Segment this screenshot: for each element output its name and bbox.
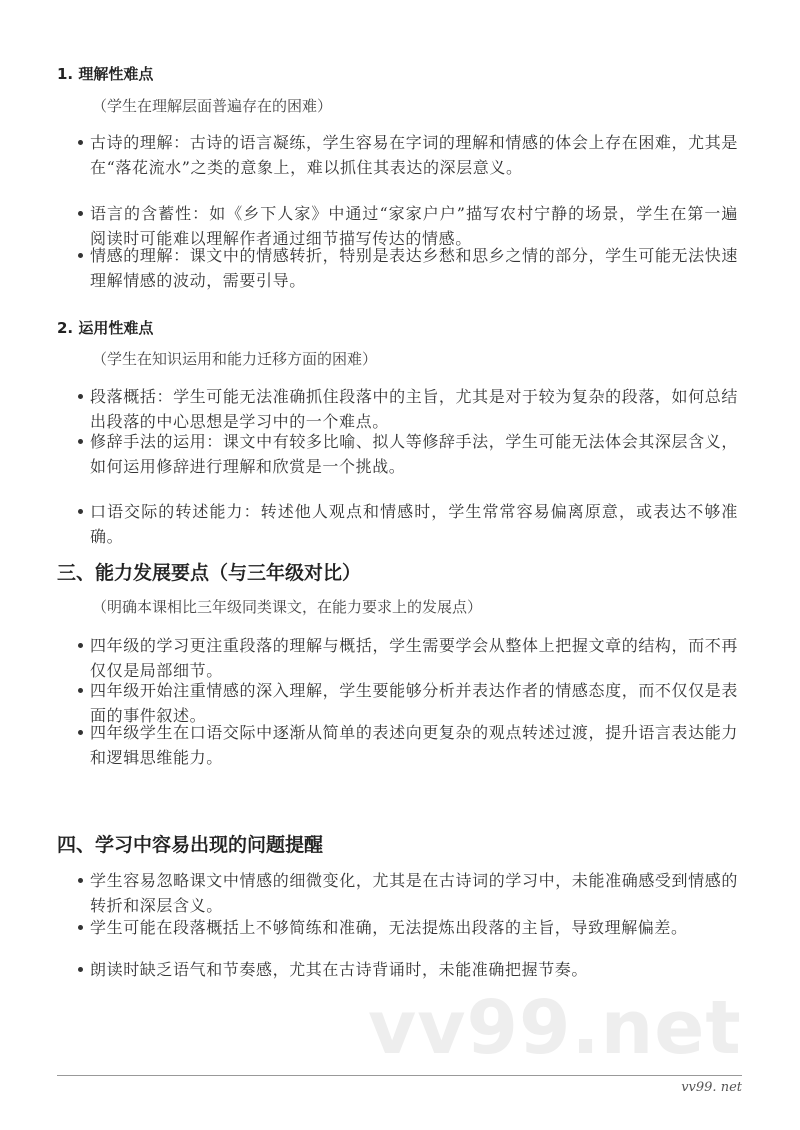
chapter-heading: 三、能力发展要点（与三年级对比） [57, 562, 362, 584]
list-item: 段落概括：学生可能无法准确抓住段落中的主旨，尤其是对于较为复杂的段落，如何总结出段落的中心思想是学习中的一个难点。 [78, 384, 738, 434]
bullet-icon [78, 878, 83, 883]
list-item: 情感的理解：课文中的情感转折，特别是表达乡愁和思乡之情的部分，学生可能无法快速理解情感的波动，需要引导。 [78, 243, 738, 293]
bullet-icon [78, 140, 83, 145]
list-item: 口语交际的转述能力：转述他人观点和情感时，学生常常容易偏离原意，或表达不够准确。 [78, 499, 738, 549]
section-subtitle: （学生在知识运用和能力迁移方面的困难） [92, 350, 378, 368]
watermark: vv99.net [368, 985, 742, 1071]
bullet-icon [78, 509, 83, 514]
chapter-heading: 四、学习中容易出现的问题提醒 [57, 834, 324, 856]
footer-text: vv99. net [681, 1080, 742, 1095]
list-item: 四年级学生在口语交际中逐渐从简单的表述向更复杂的观点转述过渡，提升语言表达能力和逻辑思维能力。 [78, 720, 738, 770]
section-heading: 1. 理解性难点 [57, 65, 154, 83]
section-heading: 2. 运用性难点 [57, 319, 154, 337]
list-item: 古诗的理解：古诗的语言凝练，学生容易在字词的理解和情感的体会上存在困难，尤其是在“落花流水”之类的意象上，难以抓住其表达的深层意义。 [78, 130, 738, 180]
bullet-icon [78, 967, 83, 972]
list-item: 四年级开始注重情感的深入理解，学生要能够分析并表达作者的情感态度，而不仅仅是表面的事件叙述。 [78, 678, 738, 728]
footer-divider [57, 1075, 742, 1076]
bullet-icon [78, 688, 83, 693]
bullet-icon [78, 439, 83, 444]
bullet-icon [78, 730, 83, 735]
list-item: 修辞手法的运用：课文中有较多比喻、拟人等修辞手法，学生可能无法体会其深层含义，如何运用修辞进行理解和欣赏是一个挑战。 [78, 429, 738, 479]
bullet-icon [78, 211, 83, 216]
list-item: 学生容易忽略课文中情感的细微变化，尤其是在古诗词的学习中，未能准确感受到情感的转折和深层含义。 [78, 868, 738, 918]
bullet-icon [78, 925, 83, 930]
bullet-icon [78, 643, 83, 648]
section-subtitle: （学生在理解层面普遍存在的困难） [92, 97, 333, 115]
list-item: 四年级的学习更注重段落的理解与概括，学生需要学会从整体上把握文章的结构，而不再仅仅是局部细节。 [78, 633, 738, 683]
bullet-icon [78, 394, 83, 399]
list-item: 朗读时缺乏语气和节奏感，尤其在古诗背诵时，未能准确把握节奏。 [78, 957, 738, 982]
list-item: 语言的含蓄性：如《乡下人家》中通过“家家户户”描写农村宁静的场景，学生在第一遍阅读时可能难以理解作者通过细节描写传达的情感。 [78, 201, 738, 251]
bullet-icon [78, 253, 83, 258]
list-item: 学生可能在段落概括上不够简练和准确，无法提炼出段落的主旨，导致理解偏差。 [78, 915, 738, 940]
section-subtitle: （明确本课相比三年级同类课文，在能力要求上的发展点） [92, 598, 483, 616]
